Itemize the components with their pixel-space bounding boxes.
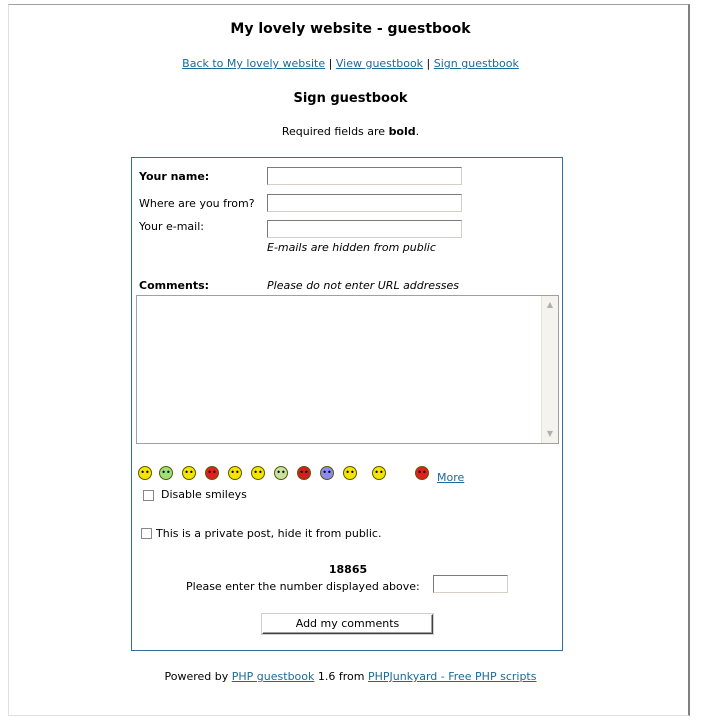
captcha-number: 18865 [328, 563, 368, 576]
comments-textarea[interactable] [136, 295, 559, 444]
cool-sunglasses-icon[interactable]: •• [251, 466, 265, 480]
smiley-bar [132, 464, 564, 486]
disable-smileys-checkbox[interactable] [143, 490, 154, 501]
page-title: My lovely website - guestbook [230, 21, 471, 37]
location-input[interactable] [267, 194, 462, 212]
more-smileys-link[interactable]: More [437, 471, 465, 484]
smile-icon[interactable]: •• [138, 466, 152, 480]
surprised-icon[interactable]: •• [320, 466, 334, 480]
scroll-down-icon[interactable]: ▼ [546, 429, 554, 438]
required-fields-note: Required fields are bold. [281, 125, 420, 138]
shout-icon[interactable]: •• [415, 466, 429, 480]
phpjunkyard-link[interactable]: PHPJunkyard - Free PHP scripts [367, 670, 537, 683]
php-guestbook-link[interactable]: PHP guestbook [231, 670, 315, 683]
captcha-label: Please enter the number displayed above: [186, 580, 420, 593]
add-comments-button[interactable]: Add my comments [262, 614, 433, 634]
comments-note: Please do not enter URL addresses [267, 279, 460, 292]
cry-icon[interactable]: •• [372, 466, 386, 480]
tongue-icon[interactable]: •• [343, 466, 357, 480]
private-post-checkbox[interactable] [141, 528, 152, 539]
email-note: E-mails are hidden from public [267, 241, 436, 254]
comments-scrollbar[interactable] [541, 296, 558, 443]
big-smile-icon[interactable]: •• [228, 466, 242, 480]
footer: Powered by PHP guestbook 1.6 from PHPJunkyard - Free PHP scripts [164, 670, 537, 683]
view-guestbook-link[interactable]: View guestbook [335, 57, 424, 70]
email-input[interactable] [267, 220, 462, 238]
nav-separator: | [328, 57, 333, 70]
wink-icon[interactable]: •• [182, 466, 196, 480]
confused-icon[interactable]: •• [274, 466, 288, 480]
sign-guestbook-link[interactable]: Sign guestbook [433, 57, 519, 70]
captcha-input[interactable] [433, 575, 508, 593]
grin-teeth-icon[interactable]: •• [159, 466, 173, 480]
comments-label: Comments: [139, 279, 210, 292]
private-post-label: This is a private post, hide it from public. [156, 527, 382, 540]
disable-smileys-label: Disable smileys [161, 488, 247, 501]
email-label: Your e-mail: [139, 220, 204, 233]
scroll-up-icon[interactable]: ▲ [546, 300, 554, 309]
section-title: Sign guestbook [293, 91, 408, 106]
name-input[interactable] [267, 167, 462, 185]
name-label: Your name: [139, 170, 210, 183]
guestbook-form [131, 157, 563, 651]
nav-separator: | [426, 57, 431, 70]
angry-icon[interactable]: •• [205, 466, 219, 480]
location-label: Where are you from? [139, 197, 255, 210]
back-to-website-link[interactable]: Back to My lovely website [182, 57, 326, 70]
mad-icon[interactable]: •• [297, 466, 311, 480]
top-navigation [0, 57, 701, 70]
